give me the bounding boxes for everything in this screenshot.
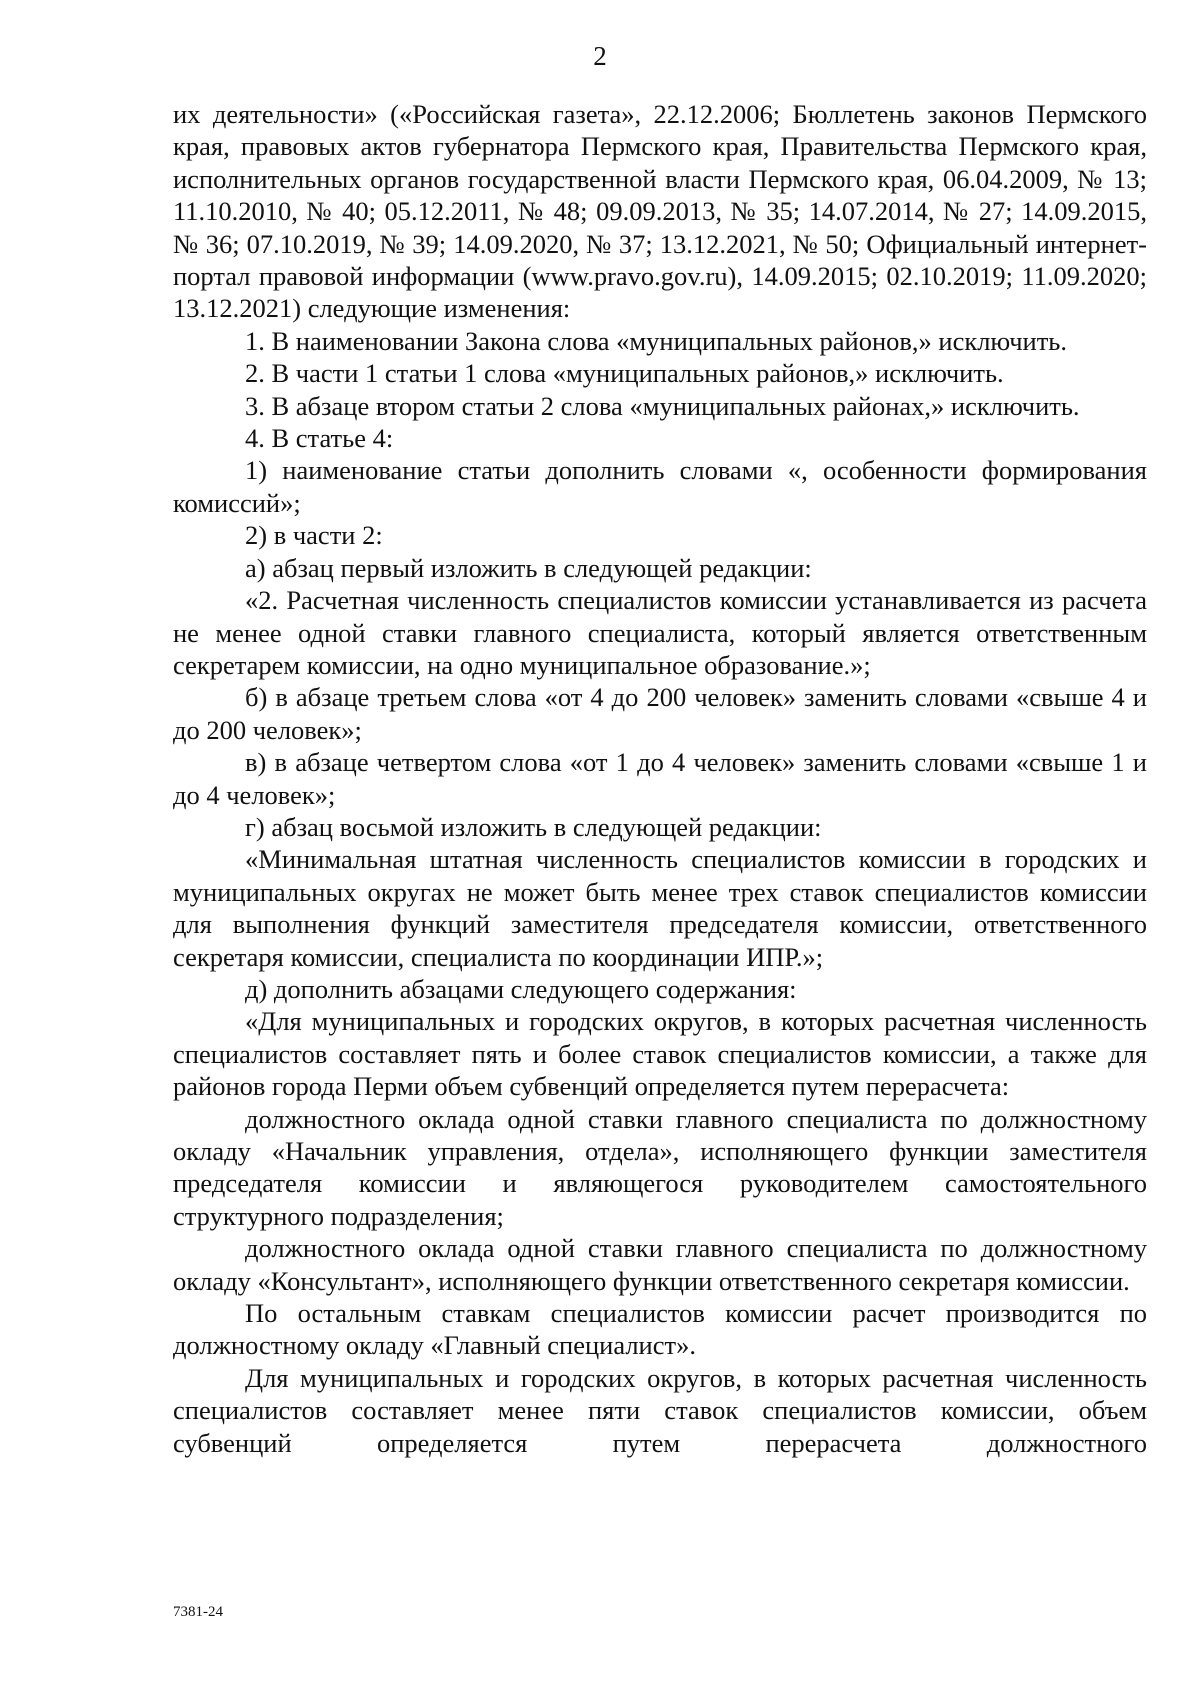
paragraph-subitem-1: 1) наименование статьи дополнить словами «, особенности формирования комиссий»; xyxy=(173,455,1147,518)
paragraph-five-or-more: «Для муниципальных и городских округов, в которых расчетная численность специалистов составляет пять и более ставок специалистов комиссии, а также для районов города Перми объем субвенций определяется путем перерасчета: xyxy=(173,1006,1147,1102)
paragraph-consultant-salary: должностного оклада одной ставки главного специалиста по должностному окладу «Консультант», исполняющего функции ответственного секретаря комиссии. xyxy=(173,1233,1147,1296)
paragraph-letter-g: г) абзац восьмой изложить в следующей редакции: xyxy=(245,811,822,842)
paragraph-item-3: 3. В абзаце втором статьи 2 слова «муниципальных районах,» исключить. xyxy=(245,390,1080,421)
paragraph-head-salary: должностного оклада одной ставки главного специалиста по должностному окладу «Начальник управления, отдела», исполняющего функции заместителя председателя комиссии и являющегося руководителем самостоятельного структурного подразделения; xyxy=(173,1103,1147,1231)
paragraph-new-part-2: «2. Расчетная численность специалистов комиссии устанавливается из расчета не менее одной ставки главного специалиста, который является ответственным секретарем комиссии, на одно муниципальное образование.»; xyxy=(173,585,1147,680)
paragraph-minimal-staff: «Минимальная штатная численность специалистов комиссии в городских и муниципальных округах не может быть менее трех ставок специалистов комиссии для выполнения функций заместителя председателя комиссии, ответственного секретаря комиссии, специалиста по координации ИПР.»; xyxy=(173,844,1147,972)
paragraph-other-rates: По остальным ставкам специалистов комиссии расчет производится по должностному окладу «Главный специалист». xyxy=(173,1298,1147,1361)
document-code: 7381-24 xyxy=(173,1604,223,1620)
page-number: 2 xyxy=(593,41,607,71)
paragraph-item-2: 2. В части 1 статьи 1 слова «муниципальных районов,» исключить. xyxy=(245,358,1004,389)
paragraph-item-1: 1. В наименовании Закона слова «муниципальных районов,» исключить. xyxy=(245,325,1068,356)
paragraph-subitem-2: 2) в части 2: xyxy=(245,520,383,551)
paragraph-letter-d: д) дополнить абзацами следующего содержания: xyxy=(245,973,797,1004)
paragraph-letter-b: б) в абзаце третьем слова «от 4 до 200 человек» заменить словами «свыше 4 и до 200 человек»; xyxy=(173,682,1147,745)
document-body xyxy=(173,98,1147,1459)
paragraph-law-sources: их деятельности» («Российская газета», 22.12.2006; Бюллетень законов Пермского края, правовых актов губернатора Пермского края, Правительства Пермского края, исполнительных органов государственной власти Пермского края, 06.04.2009, № 13; 11.10.2010, № 40; 05.12.2011, № 48; 09.09.2013, № 35; 14.07.2014, № 27; 14.09.2015, № 36; 07.10.2019, № 39; 14.09.2020, № 37; 13.12.2021, № 50; Официальный интернет-портал правовой информации (www.pravo.gov.ru), 14.09.2015; 02.10.2019; 11.09.2020; 13.12.2021) следующие изменения: xyxy=(173,99,1147,324)
paragraph-less-than-five: Для муниципальных и городских округов, в которых расчетная численность специалистов составляет менее пяти ставок специалистов комиссии, объем субвенций определяется путем перерасчета должностного xyxy=(173,1362,1147,1458)
paragraph-item-4: 4. В статье 4: xyxy=(245,423,394,454)
paragraph-letter-v: в) в абзаце четвертом слова «от 1 до 4 человек» заменить словами «свыше 1 и до 4 человек»; xyxy=(173,747,1147,810)
paragraph-letter-a: а) абзац первый изложить в следующей редакции: xyxy=(245,552,812,583)
